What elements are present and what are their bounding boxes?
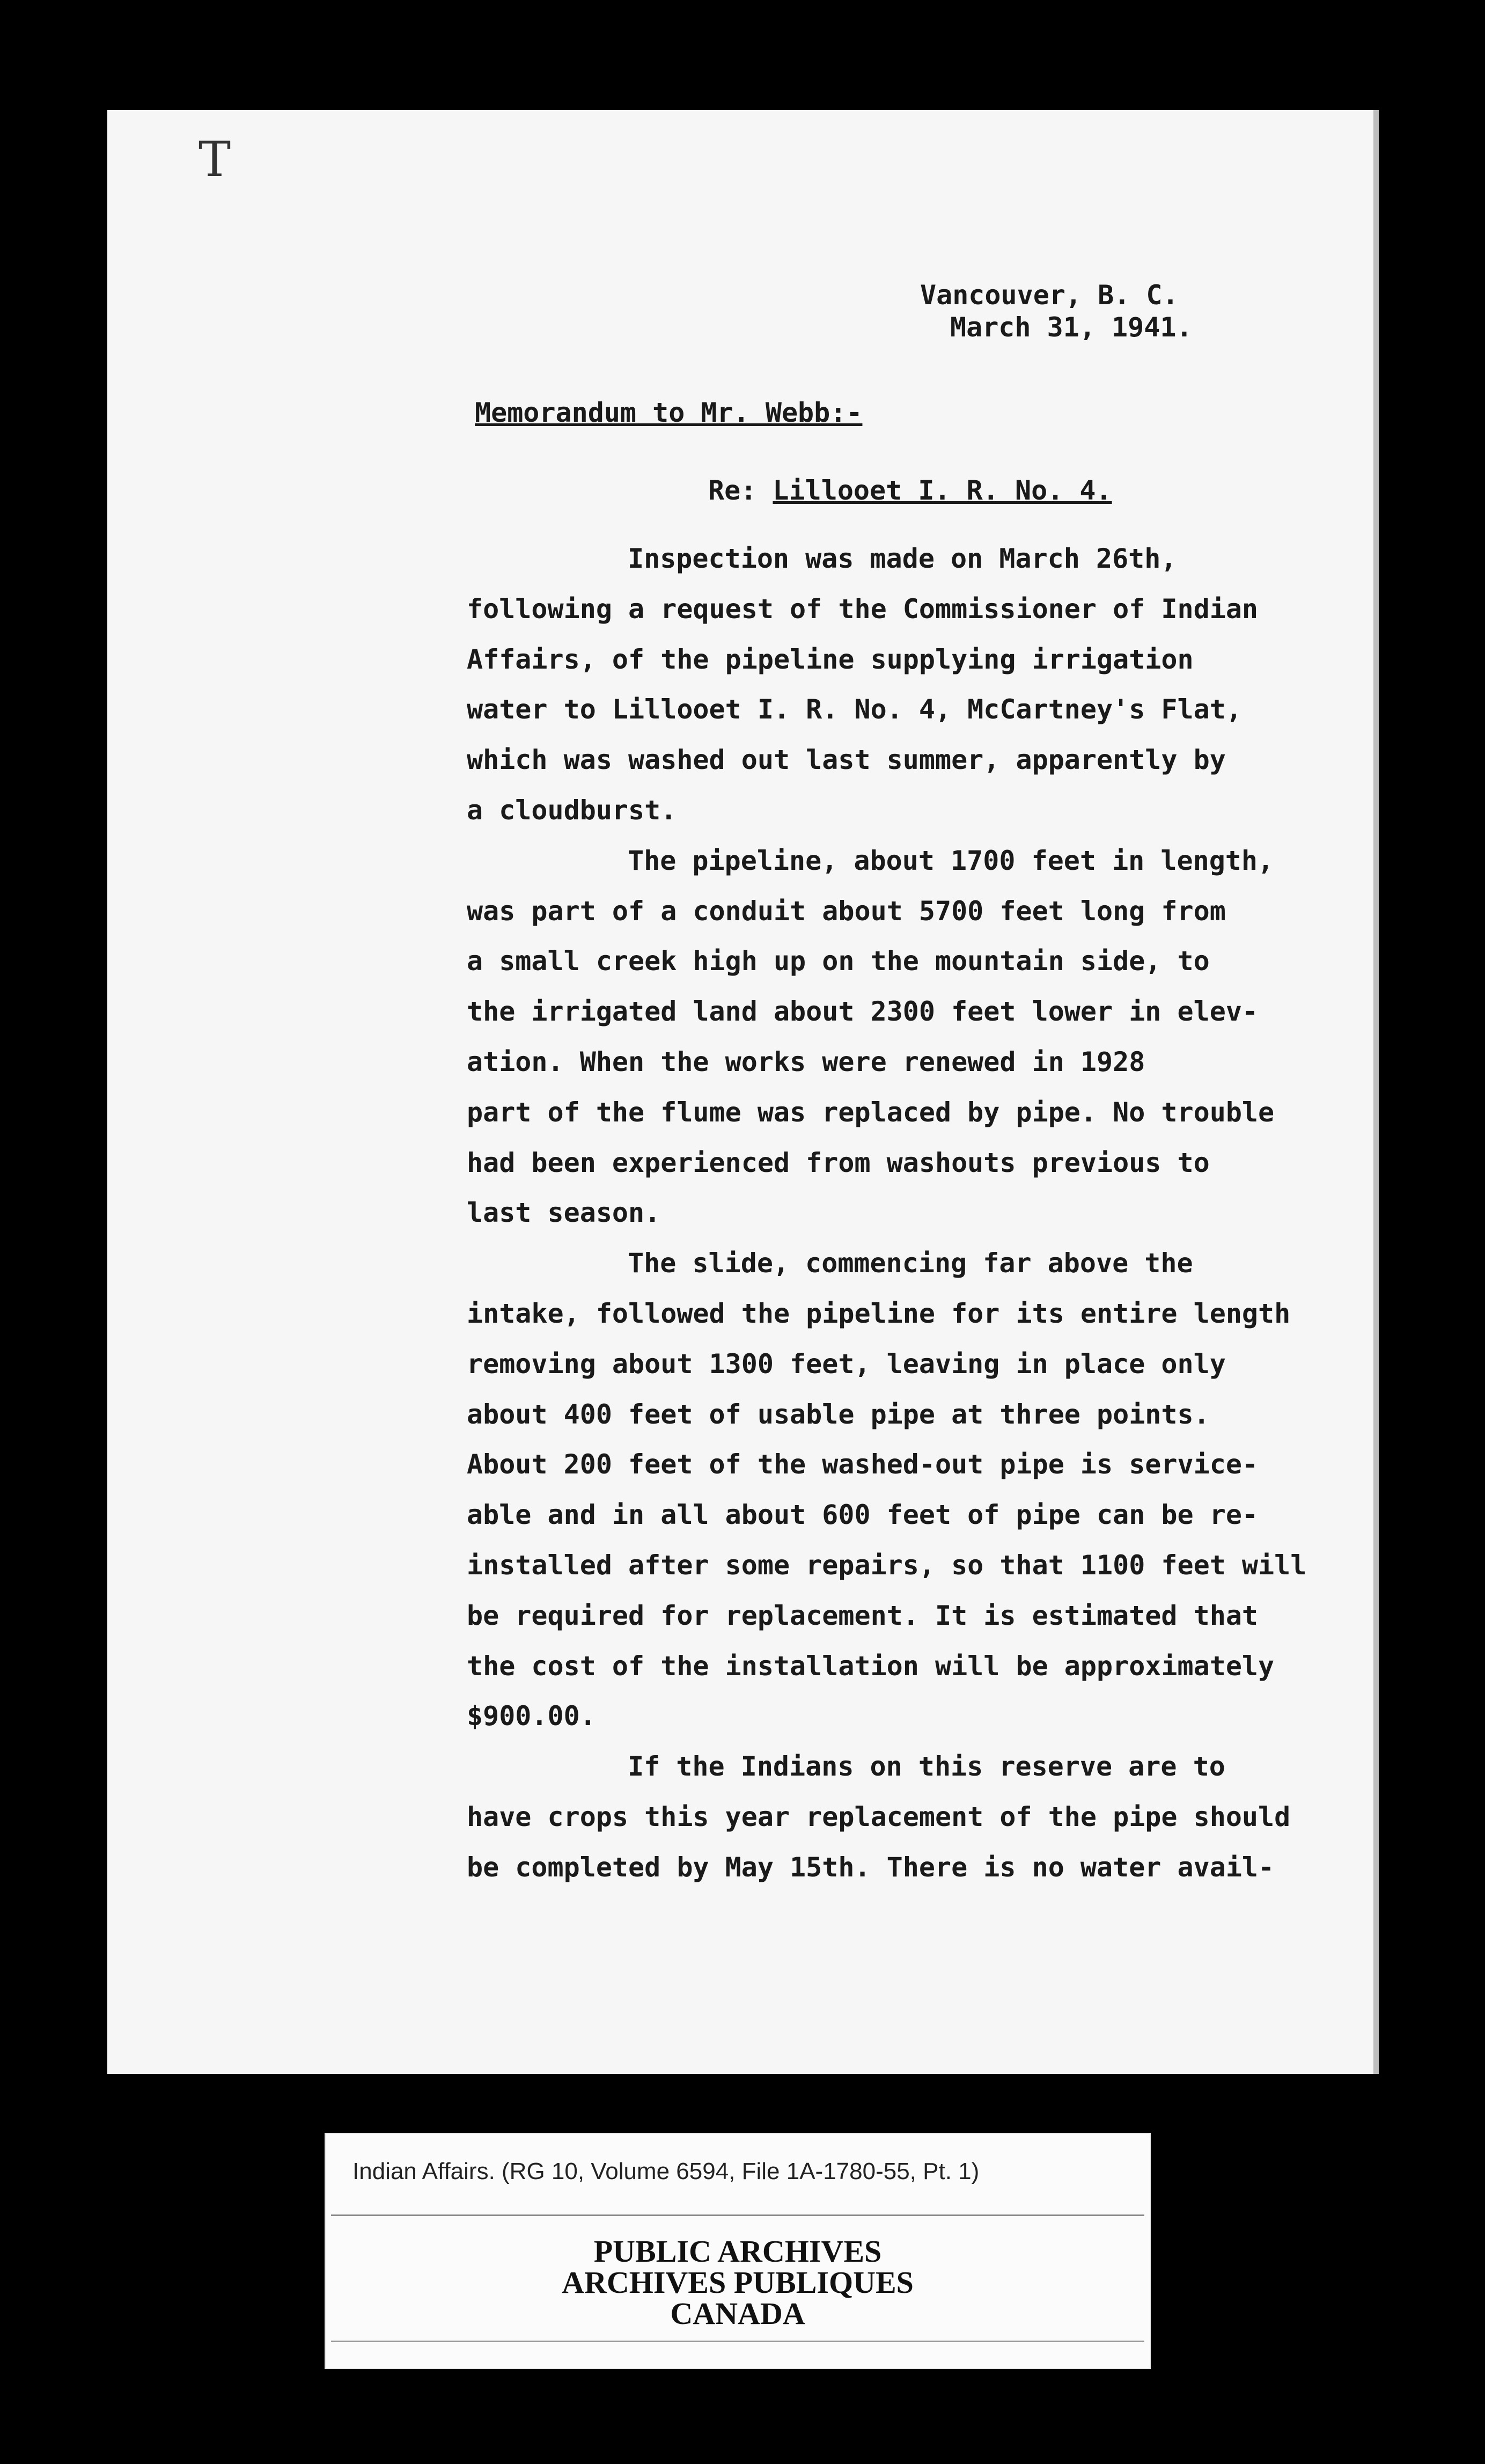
body-line: be required for replacement. It is estimated that — [467, 1600, 1259, 1631]
body-line: The pipeline, about 1700 feet in length, — [628, 845, 1274, 876]
body-line: a cloudburst. — [467, 794, 677, 826]
memo-heading: Memorandum to Mr. Webb:- — [475, 397, 863, 428]
body-line: a small creek high up on the mountain side, to — [467, 945, 1210, 977]
body-line: Inspection was made on March 26th, — [628, 543, 1177, 574]
body-line: the irrigated land about 2300 feet lower in elev- — [467, 996, 1259, 1028]
body-line: installed after some repairs, so that 1100 feet will — [467, 1549, 1307, 1581]
body-line: had been experienced from washouts previous to — [467, 1147, 1210, 1178]
body-line: Affairs, of the pipeline supplying irrigation — [467, 643, 1194, 675]
archive-label — [325, 2133, 1151, 2369]
body-line: part of the flume was replaced by pipe. No trouble — [467, 1096, 1275, 1128]
date-line: March 31, 1941. — [950, 312, 1193, 343]
body-line: about 400 feet of usable pipe at three points. — [467, 1398, 1210, 1430]
body-line: water to Lillooet I. R. No. 4, McCartney's Flat, — [467, 694, 1242, 725]
label-divider — [331, 2214, 1144, 2216]
archive-reference: Indian Affairs. (RG 10, Volume 6594, File 1A-1780-55, Pt. 1) — [352, 2158, 980, 2184]
stamp-line-2: ARCHIVES PUBLIQUES — [562, 2265, 914, 2300]
body-line: If the Indians on this reserve are to — [628, 1751, 1225, 1783]
body-line: the cost of the installation will be approximately — [467, 1650, 1275, 1682]
body-line: was part of a conduit about 5700 feet long from — [467, 895, 1226, 927]
body-line: About 200 feet of the washed-out pipe is service- — [467, 1449, 1259, 1480]
place-line: Vancouver, B. C. — [920, 280, 1179, 311]
re-prefix: Re: — [708, 475, 757, 506]
body-line: able and in all about 600 feet of pipe can be re- — [467, 1499, 1259, 1531]
label-bottom-divider — [331, 2341, 1144, 2342]
memo-page — [107, 110, 1379, 2074]
re-subject: Lillooet I. R. No. 4. — [773, 475, 1112, 506]
corner-mark: T — [199, 131, 231, 188]
body-line: The slide, commencing far above the — [628, 1248, 1193, 1279]
body-line: have crops this year replacement of the pipe should — [467, 1801, 1291, 1832]
memo-body — [467, 534, 1390, 1893]
body-line: $900.00. — [467, 1700, 596, 1732]
stamp-line-1: PUBLIC ARCHIVES — [593, 2234, 882, 2269]
body-line: be completed by May 15th. There is no water avail- — [467, 1851, 1275, 1883]
stamp-line-3: CANADA — [670, 2296, 805, 2331]
body-line: intake, followed the pipeline for its entire length — [467, 1297, 1291, 1329]
body-line: which was washed out last summer, apparently by — [467, 744, 1226, 776]
date-block — [920, 279, 1193, 343]
body-line: removing about 1300 feet, leaving in place only — [467, 1348, 1226, 1380]
re-line — [708, 475, 1112, 506]
body-line: ation. When the works were renewed in 1928 — [467, 1046, 1145, 1077]
body-line: last season. — [467, 1197, 661, 1229]
archive-stamp — [326, 2236, 1150, 2329]
body-line: following a request of the Commissioner of Indian — [467, 593, 1259, 625]
